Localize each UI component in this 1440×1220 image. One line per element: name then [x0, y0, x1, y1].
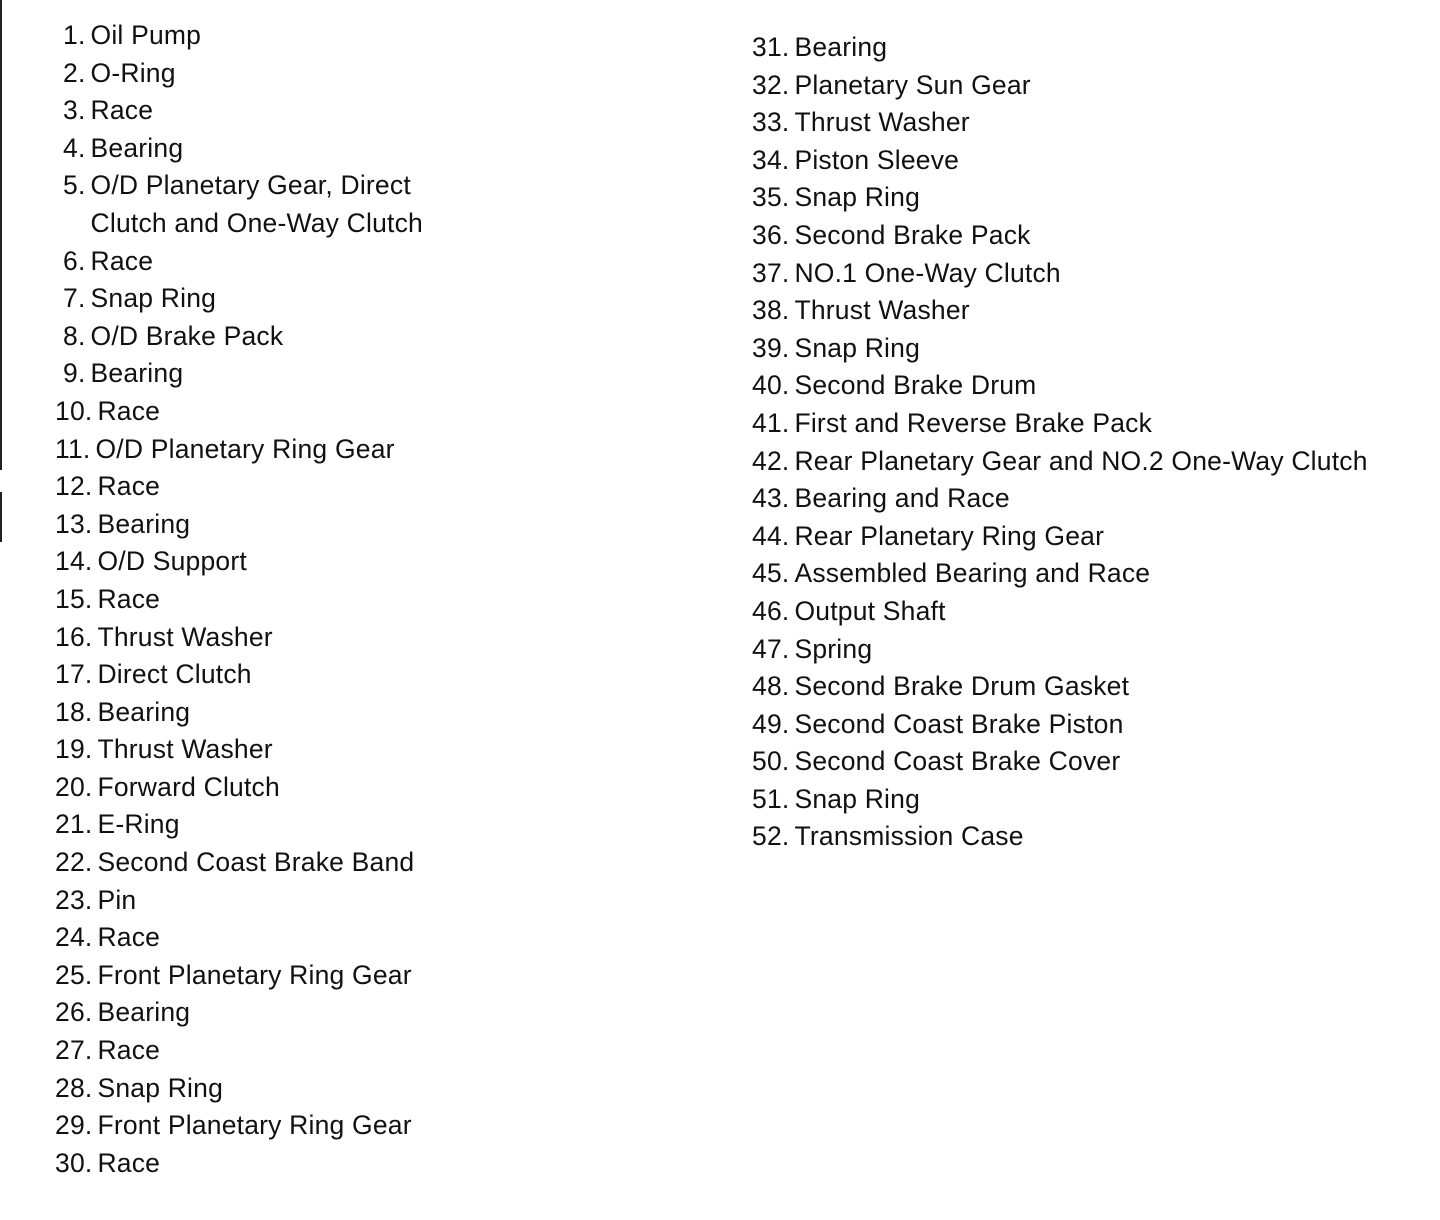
part-name: Second Coast Brake Piston [794, 708, 1124, 739]
part-name: Pin [97, 884, 137, 915]
part-name: Snap Ring [90, 283, 217, 314]
parts-list-right-column [752, 29, 1432, 856]
parts-list-item [55, 769, 695, 807]
parts-list-item [55, 656, 695, 694]
parts-list-item [752, 405, 1432, 443]
part-name: Piston Sleeve [794, 144, 960, 175]
parts-list-item [752, 179, 1432, 217]
page-edge-line [0, 0, 2, 470]
part-number: 31. [752, 32, 790, 62]
part-name: Spring [794, 633, 873, 664]
part-name: Race [97, 471, 161, 502]
part-number: 33. [752, 107, 790, 138]
parts-list-item [752, 593, 1432, 631]
part-name: Snap Ring [97, 1072, 224, 1103]
parts-list-item [752, 781, 1432, 819]
part-number: 50. [752, 746, 790, 777]
part-number: 48. [752, 671, 790, 702]
parts-list-item [752, 367, 1432, 405]
part-name: Assembled Bearing and Race [794, 558, 1151, 589]
parts-list-item [55, 243, 695, 281]
part-name: Snap Ring [794, 332, 921, 363]
part-name: O-Ring [90, 57, 176, 88]
parts-list-item [55, 619, 695, 657]
part-name: E-Ring [97, 809, 180, 840]
part-number: 38. [752, 295, 790, 326]
part-name: Race [90, 95, 154, 126]
parts-list-item [752, 480, 1432, 518]
parts-list-item [752, 330, 1432, 368]
part-number: 34. [752, 144, 790, 175]
part-name: Snap Ring [794, 182, 921, 213]
part-name: Transmission Case [794, 821, 1024, 852]
part-name: Bearing [90, 132, 184, 163]
part-number: 11. [55, 433, 91, 464]
part-number: 30. [55, 1147, 93, 1178]
part-name: Race [97, 922, 161, 953]
parts-list-item [752, 255, 1432, 293]
part-number: 18. [55, 696, 93, 727]
part-number: 5. [63, 170, 86, 201]
parts-list-item [55, 468, 695, 506]
part-number: 51. [752, 783, 790, 814]
part-number: 16. [55, 621, 93, 652]
parts-list-item [55, 431, 695, 469]
parts-list-item [55, 280, 695, 318]
part-name: O/D Support [97, 546, 247, 577]
page-edge-line-lower [0, 492, 2, 542]
part-name: Oil Pump [90, 20, 202, 50]
part-name: First and Reverse Brake Pack [794, 407, 1153, 438]
part-number: 10. [55, 395, 93, 426]
part-name: Race [90, 245, 154, 276]
part-name: Second Brake Drum Gasket [794, 671, 1130, 702]
part-name: Second Brake Drum [794, 370, 1037, 401]
parts-list-item [55, 393, 695, 431]
parts-list-item [55, 318, 695, 356]
parts-list-item [55, 694, 695, 732]
part-name: Rear Planetary Ring Gear [794, 520, 1105, 551]
parts-list-item [752, 443, 1432, 481]
part-number: 35. [752, 182, 790, 213]
part-name: Forward Clutch [97, 771, 280, 802]
parts-list-item [752, 142, 1432, 180]
part-number: 52. [752, 821, 790, 852]
parts-list-left-column [55, 17, 695, 1182]
part-number: 2. [63, 57, 86, 88]
part-name: Front Planetary Ring Gear [97, 959, 412, 990]
parts-list-item [752, 743, 1432, 781]
parts-list-item [752, 217, 1432, 255]
parts-list-item [55, 581, 695, 619]
part-number: 19. [55, 734, 93, 765]
part-number: 37. [752, 257, 790, 288]
part-number: 25. [55, 959, 93, 990]
part-number: 28. [55, 1072, 93, 1103]
part-number: 6. [63, 245, 86, 276]
parts-list-item [55, 355, 695, 393]
part-name: Bearing [794, 32, 888, 62]
part-name: Bearing [97, 997, 191, 1028]
part-number: 47. [752, 633, 790, 664]
part-number: 17. [55, 659, 93, 690]
part-name: O/D Planetary Ring Gear [95, 433, 395, 464]
parts-list-item [752, 518, 1432, 556]
parts-list-item [55, 1107, 695, 1145]
part-number: 22. [55, 847, 93, 878]
part-name: Race [97, 1035, 161, 1066]
part-number: 27. [55, 1035, 93, 1066]
part-name: Bearing [90, 358, 184, 389]
part-number: 20. [55, 771, 93, 802]
part-name: Output Shaft [794, 595, 946, 626]
part-number: 45. [752, 558, 790, 589]
part-number: 1. [63, 20, 86, 50]
parts-list-item [55, 1145, 695, 1183]
parts-list-item [55, 506, 695, 544]
part-number: 40. [752, 370, 790, 401]
parts-list-item [55, 17, 695, 55]
part-name: O/D Brake Pack [90, 320, 284, 351]
part-name: Thrust Washer [794, 295, 970, 326]
parts-list-item [55, 55, 695, 93]
part-number: 32. [752, 69, 790, 100]
part-name: Race [97, 1147, 161, 1178]
parts-list-item [55, 1032, 695, 1070]
part-number: 14. [55, 546, 93, 577]
part-name: Thrust Washer [794, 107, 970, 138]
parts-list-item [55, 543, 695, 581]
part-name: NO.1 One-Way Clutch [794, 257, 1061, 288]
parts-list-item [752, 818, 1432, 856]
part-number: 4. [63, 132, 86, 163]
part-number: 26. [55, 997, 93, 1028]
part-number: 13. [55, 508, 93, 539]
part-name: Race [97, 583, 161, 614]
part-number: 49. [752, 708, 790, 739]
parts-list-item [55, 731, 695, 769]
part-number: 21. [55, 809, 93, 840]
part-name: Thrust Washer [97, 621, 273, 652]
parts-list-item [55, 957, 695, 995]
parts-list-item [55, 844, 695, 882]
parts-list-item [55, 130, 695, 168]
part-name: O/D Planetary Gear, Direct Clutch and One-Way Clutch [90, 170, 423, 238]
part-number: 15. [55, 583, 93, 614]
part-name: Second Coast Brake Band [97, 847, 415, 878]
parts-list-item [55, 1070, 695, 1108]
parts-list-item [752, 67, 1432, 105]
part-name: Rear Planetary Gear and NO.2 One-Way Clutch [794, 445, 1368, 476]
part-number: 43. [752, 483, 790, 514]
part-number: 8. [63, 320, 86, 351]
parts-list-item [752, 555, 1432, 593]
part-name: Race [97, 395, 161, 426]
parts-list-item [752, 29, 1432, 67]
part-number: 24. [55, 922, 93, 953]
parts-list-item [55, 167, 695, 242]
part-name: Front Planetary Ring Gear [97, 1110, 412, 1141]
part-name: Second Coast Brake Cover [794, 746, 1121, 777]
part-number: 12. [55, 471, 93, 502]
parts-list-item [752, 631, 1432, 669]
part-number: 39. [752, 332, 790, 363]
parts-list-item [752, 706, 1432, 744]
parts-list-item [55, 994, 695, 1032]
parts-list-item [55, 806, 695, 844]
parts-list-item [752, 292, 1432, 330]
part-number: 3. [63, 95, 86, 126]
part-number: 41. [752, 407, 790, 438]
part-number: 36. [752, 219, 790, 250]
parts-list-item [55, 882, 695, 920]
part-number: 44. [752, 520, 790, 551]
part-name: Bearing [97, 508, 191, 539]
part-name: Snap Ring [794, 783, 921, 814]
parts-list-item [752, 668, 1432, 706]
part-name: Thrust Washer [97, 734, 273, 765]
parts-list-item [55, 92, 695, 130]
part-number: 46. [752, 595, 790, 626]
part-name: Bearing [97, 696, 191, 727]
part-number: 23. [55, 884, 93, 915]
parts-list-item [752, 104, 1432, 142]
part-name: Second Brake Pack [794, 219, 1031, 250]
parts-list-item [55, 919, 695, 957]
part-number: 9. [63, 358, 86, 389]
part-number: 29. [55, 1110, 93, 1141]
part-number: 7. [63, 283, 86, 314]
part-number: 42. [752, 445, 790, 476]
part-name: Direct Clutch [97, 659, 252, 690]
part-name: Planetary Sun Gear [794, 69, 1031, 100]
part-name: Bearing and Race [794, 483, 1010, 514]
